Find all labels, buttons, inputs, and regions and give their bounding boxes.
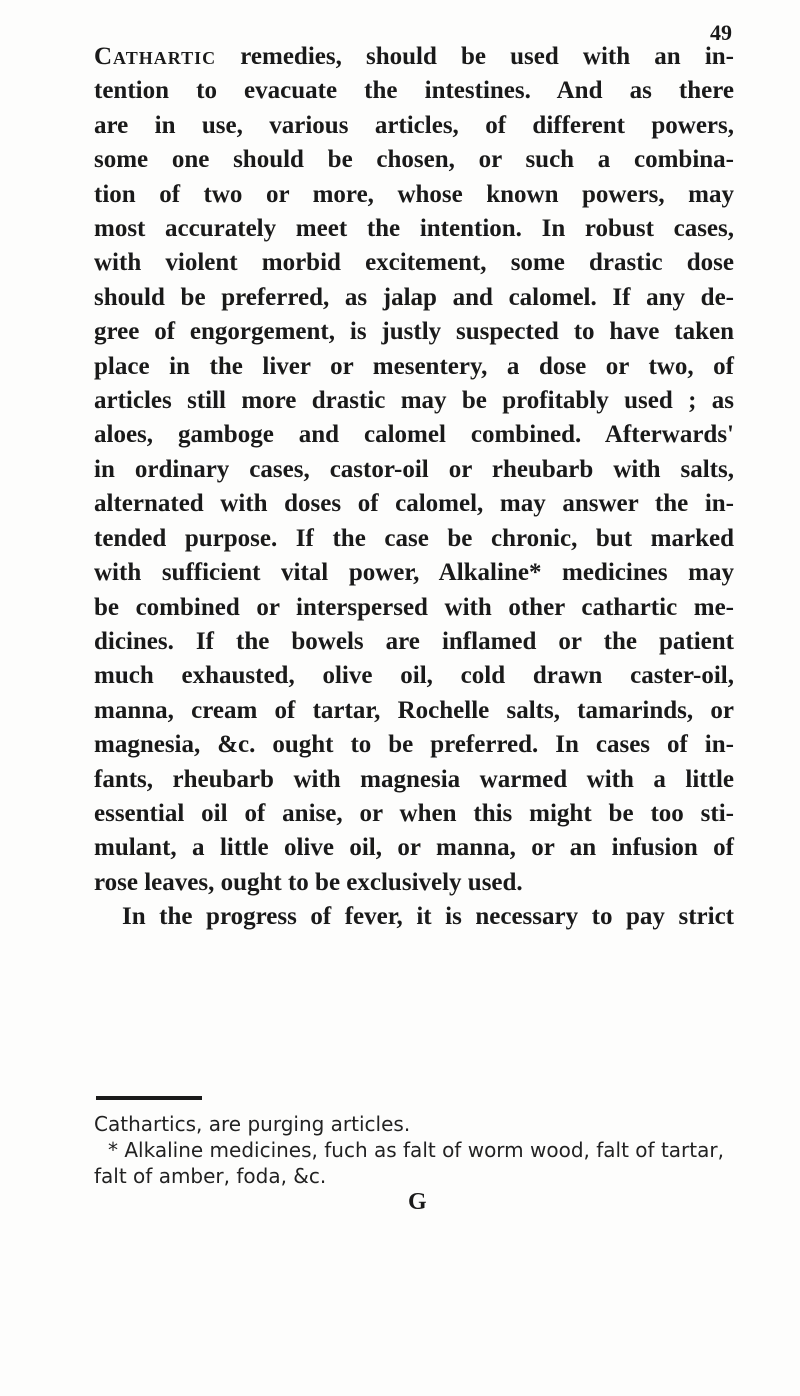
- text-line: magnesia, &c. ought to be preferred. In cases of in-: [94, 731, 734, 759]
- text-line: most accurately meet the intention. In robust cases,: [94, 215, 734, 243]
- text-line: In the progress of fever, it is necessary to pay strict: [122, 903, 734, 931]
- text-line: some one should be chosen, or such a combina-: [94, 146, 734, 174]
- text-line: tention to evacuate the intestines. And as there: [94, 77, 734, 105]
- text-line: rose leaves, ought to be exclusively used.: [94, 868, 523, 896]
- text-line: articles still more drastic may be profitably used ; as: [94, 387, 734, 415]
- text-line: much exhausted, olive oil, cold drawn caster-oil,: [94, 662, 734, 690]
- text-line: in ordinary cases, castor-oil or rheubarb with salts,: [94, 455, 734, 483]
- text-line: are in use, various articles, of different powers,: [94, 111, 734, 139]
- text-line: be combined or interspersed with other cathartic me-: [94, 593, 734, 621]
- text-line: tion of two or more, whose known powers, may: [94, 180, 734, 208]
- footnotes: [94, 1111, 734, 1189]
- text-line: should be preferred, as jalap and calomel. If any de-: [94, 283, 734, 311]
- lead-word: Cathartic: [94, 43, 217, 70]
- text-line-rest: remedies, should be used with an in-: [216, 43, 734, 70]
- footnote-rule: [96, 1096, 202, 1100]
- text-line: [94, 40, 734, 74]
- text-line: with sufficient vital power, Alkaline* medicines may: [94, 559, 734, 587]
- text-line: with violent morbid excitement, some drastic dose: [94, 249, 734, 277]
- text-line: tended purpose. If the case be chronic, but marked: [94, 524, 734, 552]
- text-line: mulant, a little olive oil, or manna, or an infusion of: [94, 834, 734, 862]
- text-line: dicines. If the bowels are inflamed or the patient: [94, 627, 734, 655]
- text-line: essential oil of anise, or when this might be too sti-: [94, 799, 734, 827]
- footnote: * Alkaline medicines, fuch as falt of worm wood, falt of tartar,: [108, 1138, 724, 1162]
- footnote: falt of amber, foda, &c.: [94, 1164, 327, 1188]
- text-line: fants, rheubarb with magnesia warmed with a little: [94, 765, 734, 793]
- footnote: Cathartics, are purging articles.: [94, 1112, 411, 1136]
- signature-mark: G: [408, 1189, 427, 1215]
- body-text: [94, 40, 734, 935]
- text-line: alternated with doses of calomel, may answer the in-: [94, 490, 734, 518]
- text-line: place in the liver or mesentery, a dose or two, of: [94, 352, 734, 380]
- text-line: manna, cream of tartar, Rochelle salts, tamarinds, or: [94, 696, 734, 724]
- page-number: 49: [710, 20, 732, 45]
- text-line: aloes, gamboge and calomel combined. Afterwards': [94, 421, 734, 449]
- text-line: gree of engorgement, is justly suspected to have taken: [94, 318, 734, 346]
